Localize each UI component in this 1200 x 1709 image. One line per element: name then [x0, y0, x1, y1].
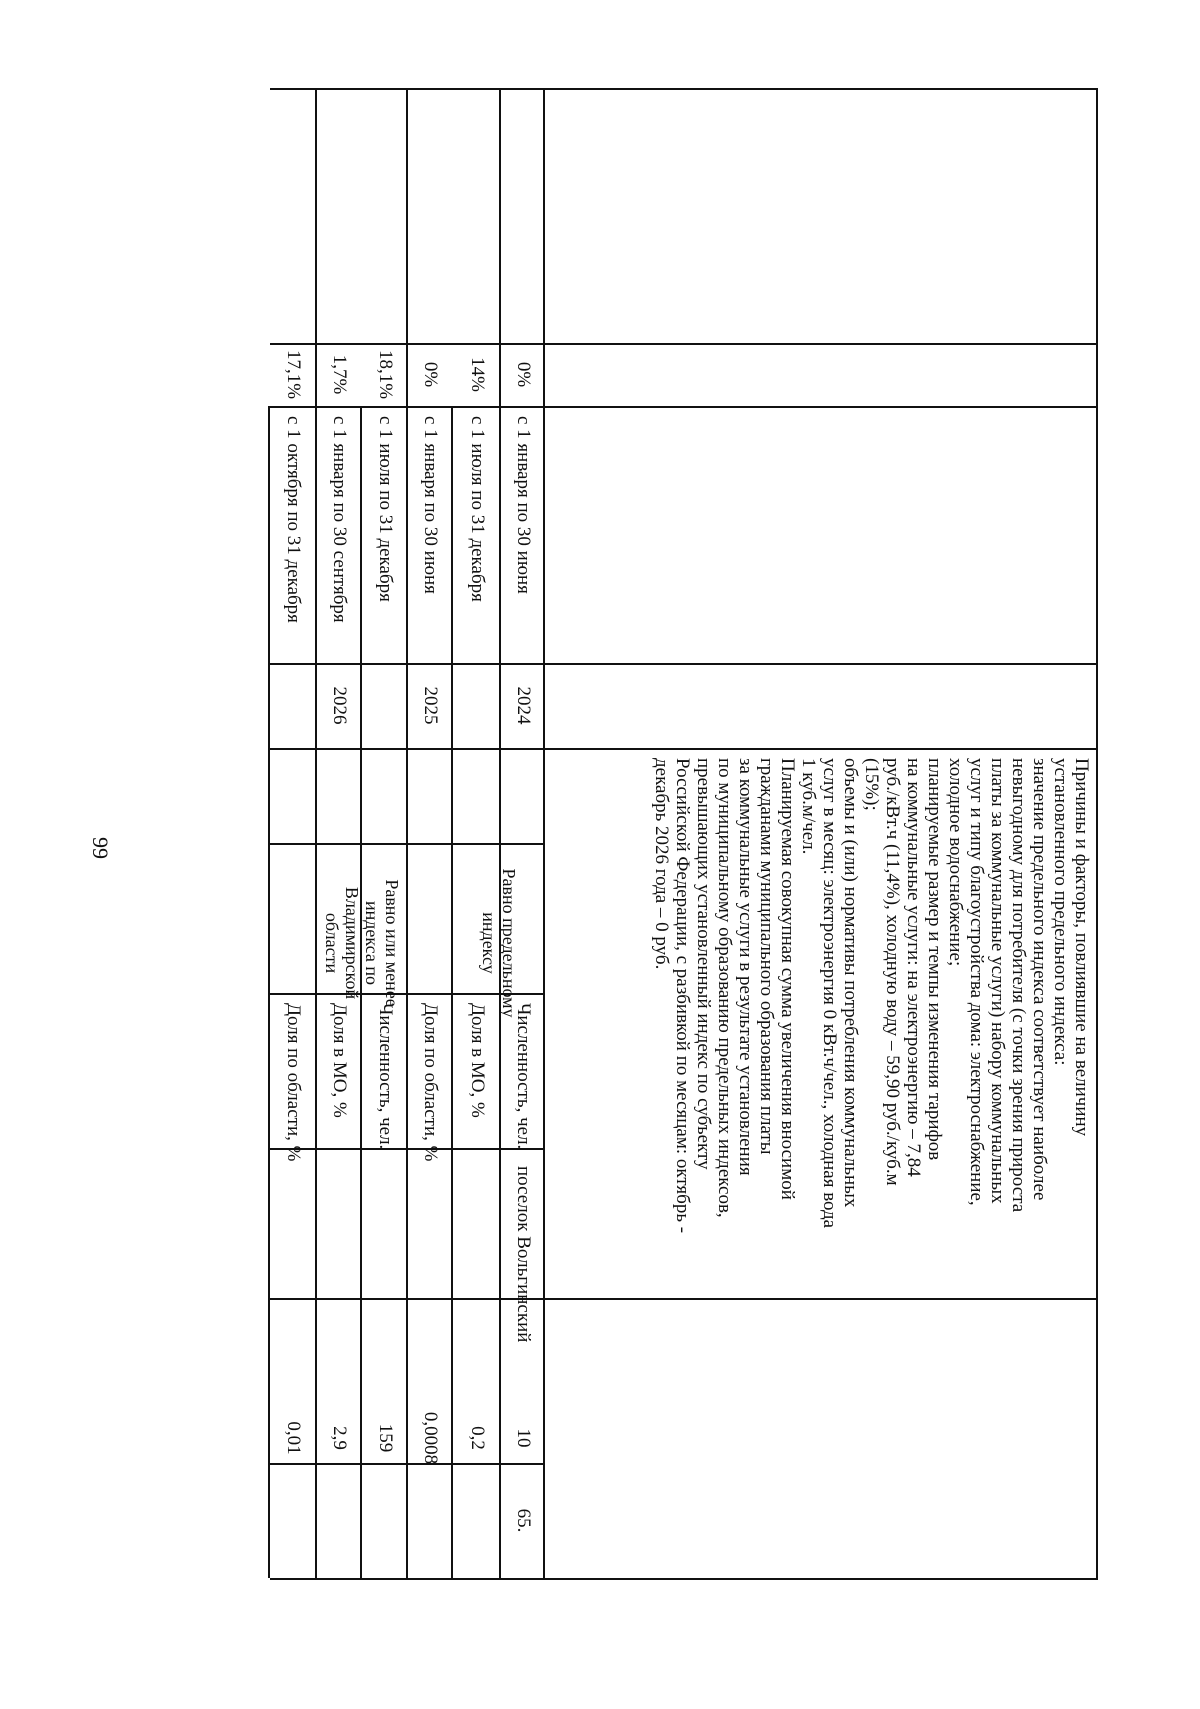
reasons-line: значение предельного индекса соответствует наиболее — [1029, 758, 1050, 1201]
reasons-line: объемы и (или) нормативы потребления коммунальных — [840, 758, 861, 1208]
period-cell: с 1 января по 30 июня — [513, 416, 534, 594]
reasons-line: услуг и типу благоустройства дома: электроснабжение, — [966, 758, 987, 1206]
reasons-line: холодное водоснабжение; — [945, 758, 966, 967]
indicator-value: 2,9 — [329, 1426, 351, 1450]
reasons-line: 1 куб.м/чел. — [798, 758, 819, 855]
index-value: 18,1% — [375, 349, 396, 400]
indicator-value: 0,2 — [467, 1426, 488, 1450]
reasons-line: превышающих установленный индекс по субъекту — [693, 758, 714, 1170]
indicator-value: 0,0008 — [420, 1411, 442, 1465]
indicator-label: Доля в МО, % — [329, 1003, 351, 1118]
reasons-line: (15%); — [861, 758, 882, 811]
index-value: 0% — [513, 361, 534, 388]
period-cell: с 1 января по 30 сентября — [329, 416, 351, 623]
reasons-line: невыгодному для потребителя (с точки зрения прироста — [1008, 758, 1029, 1213]
year-cell: 2026 — [329, 686, 351, 725]
indicator-value: 159 — [375, 1423, 396, 1453]
indicator-label: Численность, чел. — [375, 1003, 396, 1150]
group-label: Равно предельному индексу — [479, 868, 519, 1018]
group-label: Равно или менее индекса по Владимирской области — [322, 879, 402, 1007]
indicator-label: Доля по области, % — [283, 1003, 305, 1162]
reasons-line: гражданами муниципального образования платы — [756, 758, 777, 1155]
table-line — [270, 1578, 1098, 1580]
index-value: 17,1% — [283, 349, 305, 400]
indicator-value: 0,01 — [283, 1421, 305, 1455]
reasons-line: декабрь 2026 года – 0 руб. — [651, 758, 672, 970]
year-cell: 2025 — [420, 686, 442, 725]
settlement-name: поселок Вольгинский — [513, 1166, 534, 1343]
indicator-value: 10 — [513, 1428, 534, 1448]
index-value: 1,7% — [329, 354, 351, 395]
indicator-block — [178, 88, 1098, 1578]
reasons-line: Причины и факторы, повлиявшие на величину — [1071, 758, 1092, 1137]
reasons-line: планируемые размер и темпы изменения тарифов — [924, 758, 945, 1161]
reasons-line: Российской Федерации, с разбивкой по месяцам: октябрь - — [672, 758, 693, 1234]
reasons-line: Планируемая совокупная сумма увеличения вносимой — [777, 758, 798, 1200]
reasons-line: установленного предельного индекса: — [1050, 758, 1071, 1066]
index-value: 14% — [467, 357, 488, 392]
page-number: 99 — [88, 837, 113, 859]
period-cell: с 1 июля по 31 декабря — [467, 416, 488, 602]
reasons-line: платы за коммунальные услуги) набору коммунальных — [987, 758, 1008, 1204]
index-value: 0% — [420, 361, 442, 388]
reasons-line: услуг в месяц: электроэнергия 0 кВт.ч/чел., холодная вода — [819, 758, 840, 1229]
period-cell: с 1 января по 30 июня — [420, 416, 442, 594]
indicator-label: Доля по области, % — [420, 1003, 442, 1162]
indicator-label: Численность, чел. — [513, 1003, 534, 1150]
row-number: 65. — [513, 1508, 534, 1533]
reasons-line: по муниципальному образованию предельных индексов, — [714, 758, 735, 1218]
indicator-label: Доля в МО, % — [467, 1003, 488, 1118]
year-cell: 2024 — [513, 686, 534, 725]
reasons-line: на коммунальные услуги: на электроэнергию – 7,84 — [903, 758, 924, 1177]
reasons-line: руб./кВт.ч (11,4%), холодную воду – 59,90 руб./куб.м — [882, 758, 903, 1186]
reasons-line: за коммунальные услуги в результате установления — [735, 758, 756, 1176]
period-cell: с 1 июля по 31 декабря — [375, 416, 396, 602]
period-cell: с 1 октября по 31 декабря — [283, 416, 305, 623]
